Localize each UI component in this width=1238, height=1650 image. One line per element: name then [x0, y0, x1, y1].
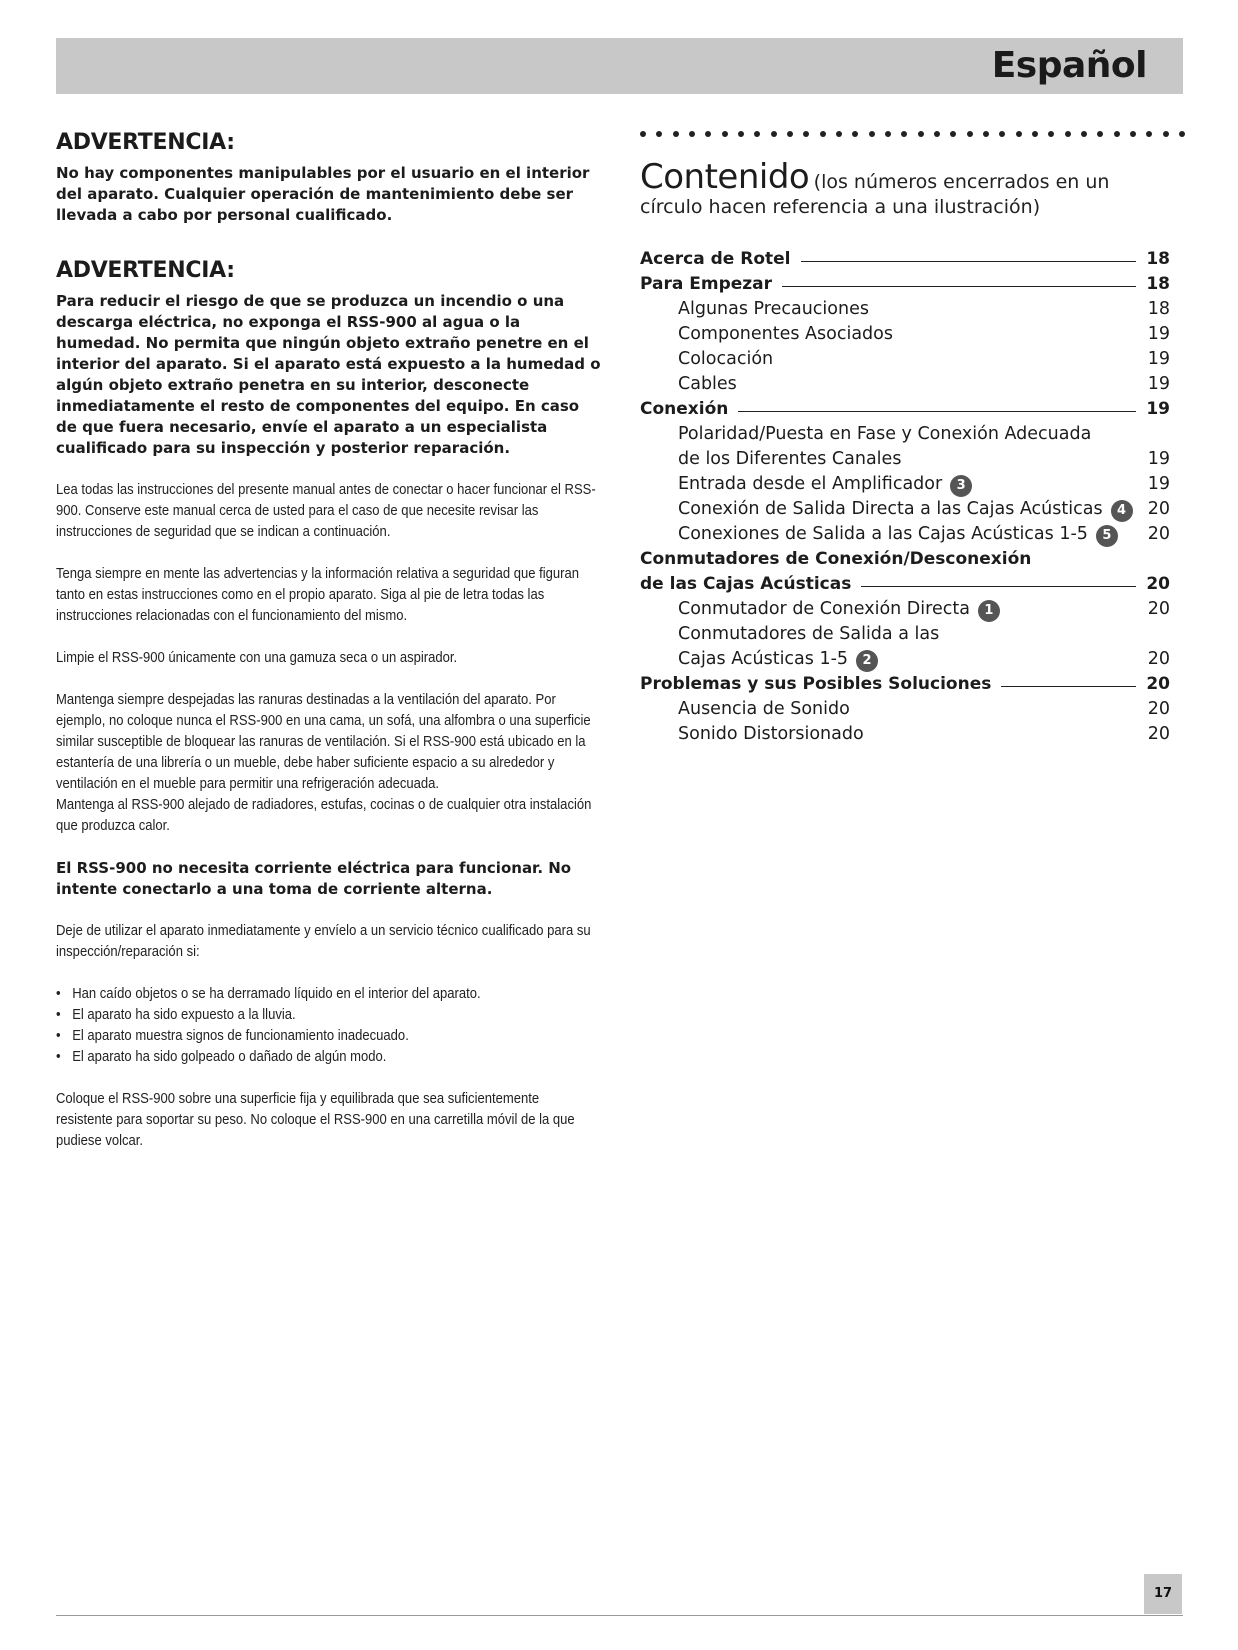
illustration-number-badge: 5 — [1096, 525, 1118, 547]
list-item: • Han caído objetos o se ha derramado líquido en el interior del aparato. — [56, 984, 596, 1005]
toc-entry-distorsionado[interactable] — [640, 722, 1170, 747]
toc-leader — [861, 572, 1136, 587]
warning-text-1: No hay componentes manipulables por el usuario en el interior del aparato. Cualquier operación de mantenimiento debe ser llevada a cabo por personal cualificado. — [56, 164, 590, 224]
table-of-contents — [640, 247, 1170, 747]
dotted-divider — [640, 128, 1185, 140]
divider-dot — [836, 131, 842, 137]
warning-heading-2: ADVERTENCIA: — [56, 258, 235, 283]
toc-leader — [782, 272, 1136, 287]
toc-entry-polaridad-line2[interactable] — [640, 447, 1170, 472]
toc-leader — [738, 397, 1136, 412]
toc-page: 20 — [1146, 574, 1170, 594]
toc-page: 20 — [1147, 524, 1170, 544]
toc-page: 19 — [1147, 324, 1170, 344]
toc-page: 18 — [1146, 274, 1170, 294]
toc-label: Conmutadores de Conexión/Desconexión — [640, 549, 1032, 569]
divider-dot — [1146, 131, 1152, 137]
toc-label: Polaridad/Puesta en Fase y Conexión Adecuada — [678, 424, 1092, 444]
divider-dot — [967, 131, 973, 137]
divider-dot — [722, 131, 728, 137]
toc-entry-salida-cajas[interactable] — [640, 522, 1170, 547]
toc-page: 20 — [1147, 649, 1170, 669]
divider-dot — [1163, 131, 1169, 137]
toc-page: 20 — [1147, 599, 1170, 619]
toc-label: Acerca de Rotel — [640, 249, 791, 269]
toc-label: Conmutador de Conexión Directa — [678, 599, 970, 619]
cleaning-paragraph: Limpie el RSS-900 únicamente con una gamuza seca o un aspirador. — [56, 650, 458, 666]
toc-label: Conexiones de Salida a las Cajas Acústicas 1-5 — [678, 524, 1088, 544]
contents-subtitle-line2: círculo hacen referencia a una ilustración) — [640, 196, 1041, 218]
divider-dot — [1114, 131, 1120, 137]
toc-entry-conmutadores-salida-line2[interactable] — [640, 647, 1170, 672]
illustration-number-badge: 3 — [950, 475, 972, 497]
list-item: • El aparato muestra signos de funcionamiento inadecuado. — [56, 1026, 596, 1047]
divider-dot — [673, 131, 679, 137]
toc-page: 20 — [1147, 499, 1170, 519]
toc-label: Algunas Precauciones — [678, 299, 869, 319]
toc-label: Para Empezar — [640, 274, 773, 294]
page-number: 17 — [1144, 1574, 1182, 1614]
illustration-number-badge: 1 — [978, 600, 1000, 622]
toc-entry-precauciones[interactable] — [640, 297, 1170, 322]
divider-dot — [656, 131, 662, 137]
divider-dot — [999, 131, 1005, 137]
read-instructions-paragraph: Lea todas las instrucciones del presente manual antes de conectar o hacer funcionar el RSS-900. Conserve este manual cerca de usted para el caso de que necesite revisar las instrucciones de seguridad que se indican a continuación. — [56, 482, 596, 540]
divider-dot — [771, 131, 777, 137]
toc-page: 18 — [1147, 299, 1170, 319]
toc-page: 19 — [1147, 449, 1170, 469]
toc-page: 19 — [1146, 399, 1170, 419]
safety-column — [56, 130, 601, 1152]
divider-dot — [1097, 131, 1103, 137]
heat-sources-paragraph: Mantenga al RSS-900 alejado de radiadores, estufas, cocinas o de cualquier otra instalación que produzca calor. — [56, 797, 592, 834]
toc-entry-empezar[interactable] — [640, 272, 1170, 297]
divider-dot — [1130, 131, 1136, 137]
divider-dot — [934, 131, 940, 137]
divider-dot — [1179, 131, 1185, 137]
toc-label: Conexión de Salida Directa a las Cajas Acústicas — [678, 499, 1103, 519]
divider-dot — [1048, 131, 1054, 137]
toc-entry-colocacion[interactable] — [640, 347, 1170, 372]
toc-label: Entrada desde el Amplificador — [678, 474, 943, 494]
toc-entry-conmutadores-line1[interactable] — [640, 547, 1170, 572]
contents-title: Contenido — [640, 157, 810, 197]
service-conditions-list — [56, 984, 596, 1068]
ventilation-paragraph: Mantenga siempre despejadas las ranuras destinadas a la ventilación del aparato. Por ejemplo, no coloque nunca el RSS-900 en una cama, un sofá, una alfombra o una superficie similar susceptible de bloquear las ranuras de ventilación. Si el RSS-900 está ubicado en la estantería de una librería o un mueble, debe haber suficiente espacio a su alrededor y ventilación en el mueble para permitir una refrigeración adecuada. — [56, 692, 591, 792]
footer-rule — [56, 1615, 1183, 1616]
divider-dot — [754, 131, 760, 137]
divider-dot — [869, 131, 875, 137]
divider-dot — [852, 131, 858, 137]
toc-label: Problemas y sus Posibles Soluciones — [640, 674, 992, 694]
divider-dot — [787, 131, 793, 137]
divider-dot — [820, 131, 826, 137]
toc-entry-polaridad-line1[interactable] — [640, 422, 1170, 447]
toc-entry-conmutadores-salida-line1[interactable] — [640, 622, 1170, 647]
toc-page: 19 — [1147, 349, 1170, 369]
toc-entry-conmutador-directa[interactable] — [640, 597, 1170, 622]
toc-page: 20 — [1146, 674, 1170, 694]
contents-column — [640, 128, 1170, 747]
divider-dot — [803, 131, 809, 137]
divider-dot — [689, 131, 695, 137]
toc-entry-acerca[interactable] — [640, 247, 1170, 272]
list-item: • El aparato ha sido expuesto a la lluvia. — [56, 1005, 596, 1026]
warning-text-2: Para reducir el riesgo de que se produzca un incendio o una descarga eléctrica, no exponga el RSS-900 al agua o la humedad. No permita que ningún objeto extraño penetre en el interior del aparato. Si el aparato está expuesto a la humedad o algún objeto extraño penetra en su interior, desconecte inmediatamente el resto de componentes del equipo. En caso de que fuera necesario, envíe el aparato a un especialista cualificado para su inspección y posterior reparación. — [56, 292, 601, 457]
divider-dot — [918, 131, 924, 137]
toc-leader — [1001, 672, 1136, 687]
toc-label: Cables — [678, 374, 737, 394]
toc-label: de los Diferentes Canales — [678, 449, 902, 469]
toc-entry-conmutadores-line2[interactable] — [640, 572, 1170, 597]
toc-entry-conexion[interactable] — [640, 397, 1170, 422]
toc-entry-entrada[interactable] — [640, 472, 1170, 497]
toc-page: 19 — [1147, 474, 1170, 494]
contents-subtitle-line1: (los números encerrados en un — [813, 171, 1110, 193]
divider-dot — [885, 131, 891, 137]
toc-label: Sonido Distorsionado — [678, 724, 864, 744]
divider-dot — [1016, 131, 1022, 137]
toc-label: Ausencia de Sonido — [678, 699, 850, 719]
illustration-number-badge: 2 — [856, 650, 878, 672]
toc-entry-componentes[interactable] — [640, 322, 1170, 347]
stop-using-paragraph: Deje de utilizar el aparato inmediatamente y envíelo a un servicio técnico cualificado para su inspección/reparación si: — [56, 923, 591, 960]
toc-entry-ausencia[interactable] — [640, 697, 1170, 722]
divider-dot — [705, 131, 711, 137]
illustration-number-badge: 4 — [1111, 500, 1133, 522]
toc-label: Colocación — [678, 349, 774, 369]
toc-page: 20 — [1147, 724, 1170, 744]
toc-label: Conexión — [640, 399, 729, 419]
toc-leader — [801, 247, 1137, 262]
divider-dot — [1081, 131, 1087, 137]
toc-label: Conmutadores de Salida a las — [678, 624, 940, 644]
safety-warnings-paragraph: Tenga siempre en mente las advertencias y la información relativa a seguridad que figuran tanto en estas instrucciones como en el propio aparato. Siga al pie de letra todas las instrucciones relacionadas con el funcionamiento del mismo. — [56, 566, 580, 624]
contents-heading — [640, 157, 1170, 218]
warning-heading-1: ADVERTENCIA: — [56, 130, 235, 155]
divider-dot — [901, 131, 907, 137]
toc-label: Cajas Acústicas 1-5 — [678, 649, 849, 669]
toc-page: 18 — [1146, 249, 1170, 269]
list-item: • El aparato ha sido golpeado o dañado de algún modo. — [56, 1047, 596, 1068]
placement-paragraph: Coloque el RSS-900 sobre una superficie fija y equilibrada que sea suficientemente resistente para soportar su peso. No coloque el RSS-900 en una carretilla móvil de la que pudiese volcar. — [56, 1091, 575, 1149]
toc-entry-cables[interactable] — [640, 372, 1170, 397]
language-header-bar — [56, 38, 1183, 94]
divider-dot — [950, 131, 956, 137]
toc-page: 20 — [1147, 699, 1170, 719]
toc-page: 19 — [1147, 374, 1170, 394]
divider-dot — [983, 131, 989, 137]
divider-dot — [640, 131, 646, 137]
divider-dot — [738, 131, 744, 137]
divider-dot — [1065, 131, 1071, 137]
divider-dot — [1032, 131, 1038, 137]
language-title: Español — [991, 45, 1147, 86]
toc-entry-problemas[interactable] — [640, 672, 1170, 697]
toc-entry-salida-directa[interactable] — [640, 497, 1170, 522]
toc-label: de las Cajas Acústicas — [640, 574, 852, 594]
toc-label: Componentes Asociados — [678, 324, 893, 344]
power-notice-paragraph: El RSS-900 no necesita corriente eléctrica para funcionar. No intente conectarlo a una toma de corriente alterna. — [56, 859, 572, 898]
